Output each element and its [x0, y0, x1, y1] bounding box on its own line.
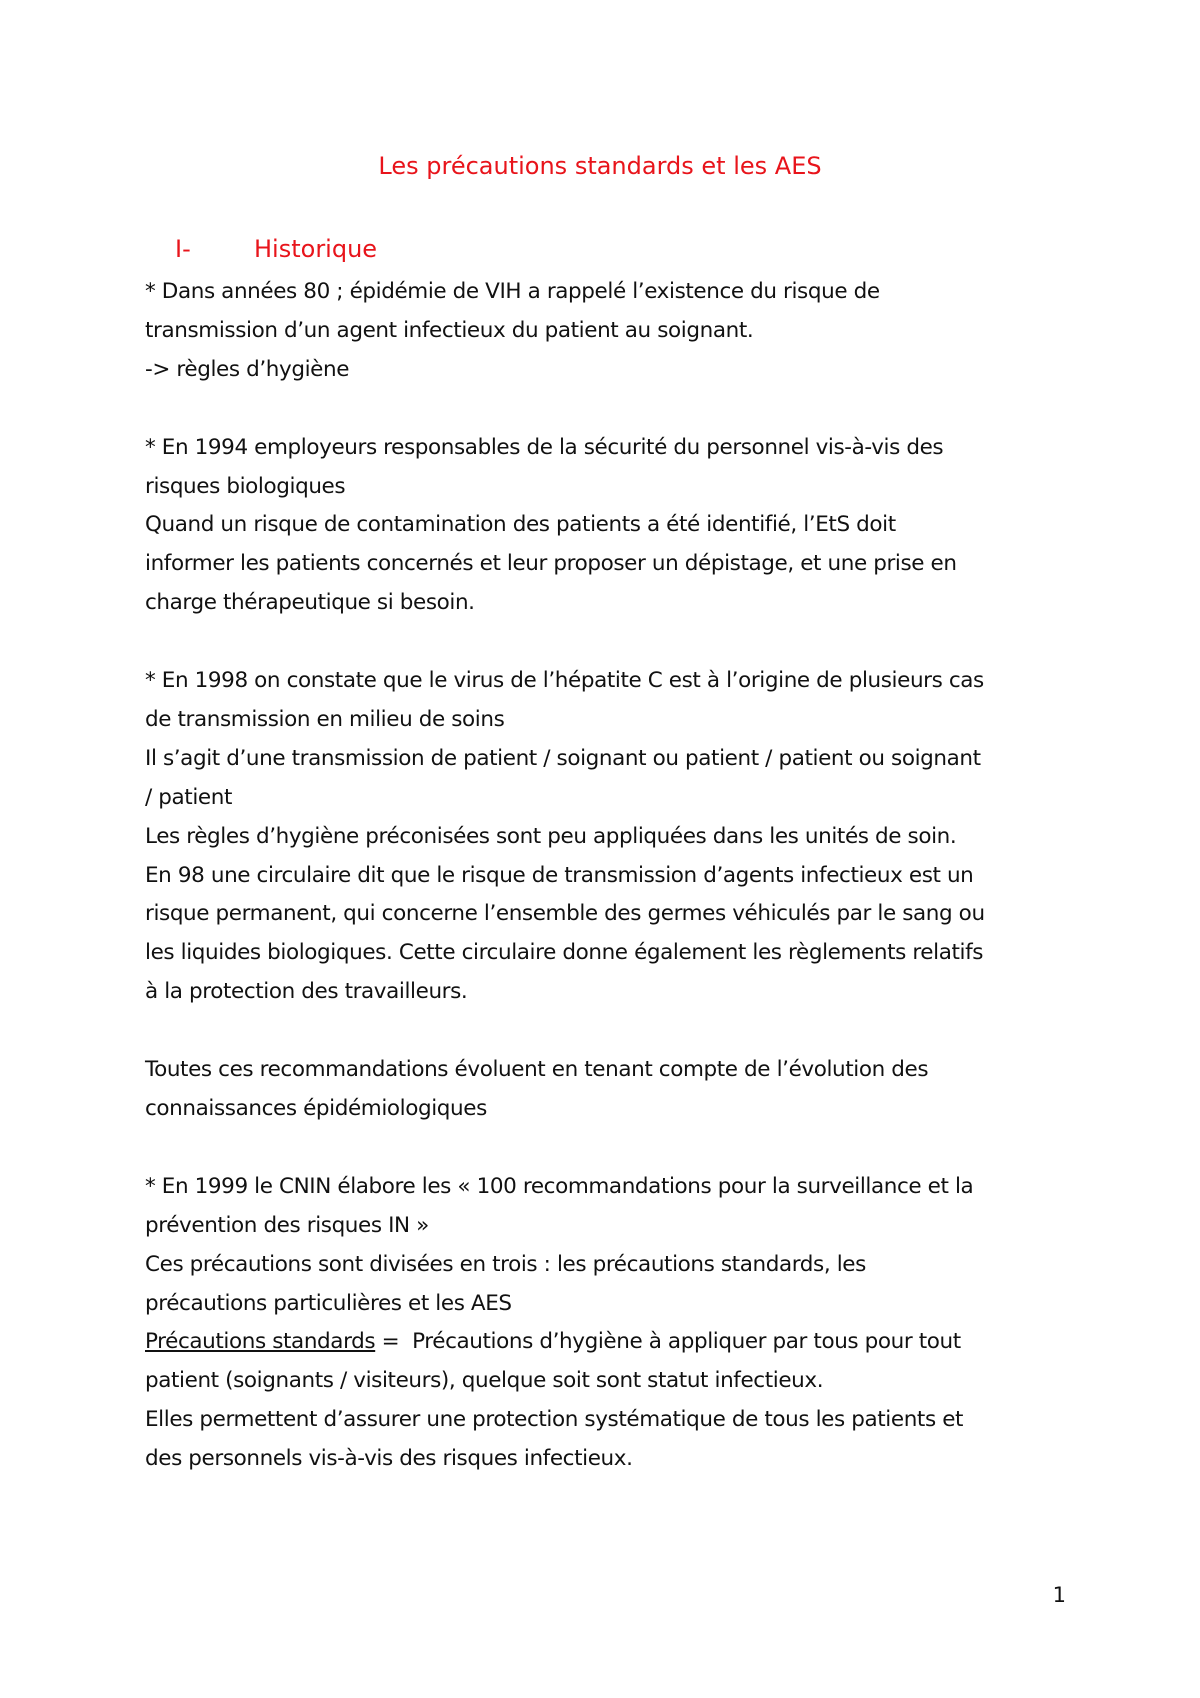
text-line: Les règles d’hygiène préconisées sont peu appliquées dans les unités de soin. — [145, 823, 957, 849]
page-number: 1 — [1052, 1583, 1066, 1607]
definition-term: Précautions standards — [145, 1329, 376, 1355]
text-line: prévention des risques IN » — [145, 1212, 429, 1238]
text-line: Ces précautions sont divisées en trois : les précautions standards, les — [145, 1251, 866, 1277]
text-line: * En 1994 employeurs responsables de la sécurité du personnel vis-à-vis des — [145, 434, 944, 460]
text-line: * En 1999 le CNIN élabore les « 100 recommandations pour la surveillance et la — [145, 1173, 974, 1199]
text-line: informer les patients concernés et leur proposer un dépistage, et une prise en — [145, 551, 957, 577]
definition-separator: = — [375, 1329, 413, 1355]
blank-line — [145, 390, 1085, 429]
definition-text: Précautions d’hygiène à appliquer par tous pour tout — [412, 1329, 961, 1355]
text-line: * Dans années 80 ; épidémie de VIH a rappelé l’existence du risque de — [145, 279, 880, 304]
text-line: à la protection des travailleurs. — [145, 979, 468, 1005]
body-text — [145, 273, 1085, 1479]
text-line: * En 1998 on constate que le virus de l’hépatite C est à l’origine de plusieurs cas — [145, 668, 984, 694]
section-label: Historique — [254, 235, 378, 263]
text-line: risque permanent, qui concerne l’ensemble des germes véhiculés par le sang ou — [145, 901, 985, 927]
blank-line — [145, 1129, 1085, 1168]
text-line: de transmission en milieu de soins — [145, 706, 505, 732]
text-line: charge thérapeutique si besoin. — [145, 590, 475, 616]
section-heading — [175, 232, 377, 266]
text-line: connaissances épidémiologiques — [145, 1095, 487, 1121]
blank-line — [145, 1012, 1085, 1051]
text-line: précautions particulières et les AES — [145, 1290, 512, 1316]
text-line: En 98 une circulaire dit que le risque de transmission d’agents infectieux est un — [145, 862, 974, 888]
text-line: -> règles d’hygiène — [145, 356, 350, 382]
definition-line — [145, 1323, 1085, 1362]
section-number: I- — [175, 235, 191, 263]
text-line: Quand un risque de contamination des patients a été identifié, l’EtS doit — [145, 512, 896, 538]
paragraph-block-continued — [145, 1362, 1085, 1479]
text-line: des personnels vis-à-vis des risques infectieux. — [145, 1446, 633, 1472]
text-line: Toutes ces recommandations évoluent en tenant compte de l’évolution des — [145, 1057, 929, 1083]
text-line: transmission d’un agent infectieux du patient au soignant. — [145, 317, 754, 343]
page-title: Les précautions standards et les AES — [378, 152, 822, 180]
text-line: Il s’agit d’une transmission de patient / soignant ou patient / patient ou soignant — [145, 745, 981, 771]
text-line: / patient — [145, 784, 232, 810]
blank-line — [145, 623, 1085, 662]
text-line: les liquides biologiques. Cette circulaire donne également les règlements relatifs — [145, 940, 984, 966]
text-line: Elles permettent d’assurer une protection systématique de tous les patients et — [145, 1407, 964, 1433]
text-line: risques biologiques — [145, 473, 346, 499]
paragraph-block — [145, 273, 1085, 1323]
text-line: patient (soignants / visiteurs), quelque soit sont statut infectieux. — [145, 1368, 824, 1394]
